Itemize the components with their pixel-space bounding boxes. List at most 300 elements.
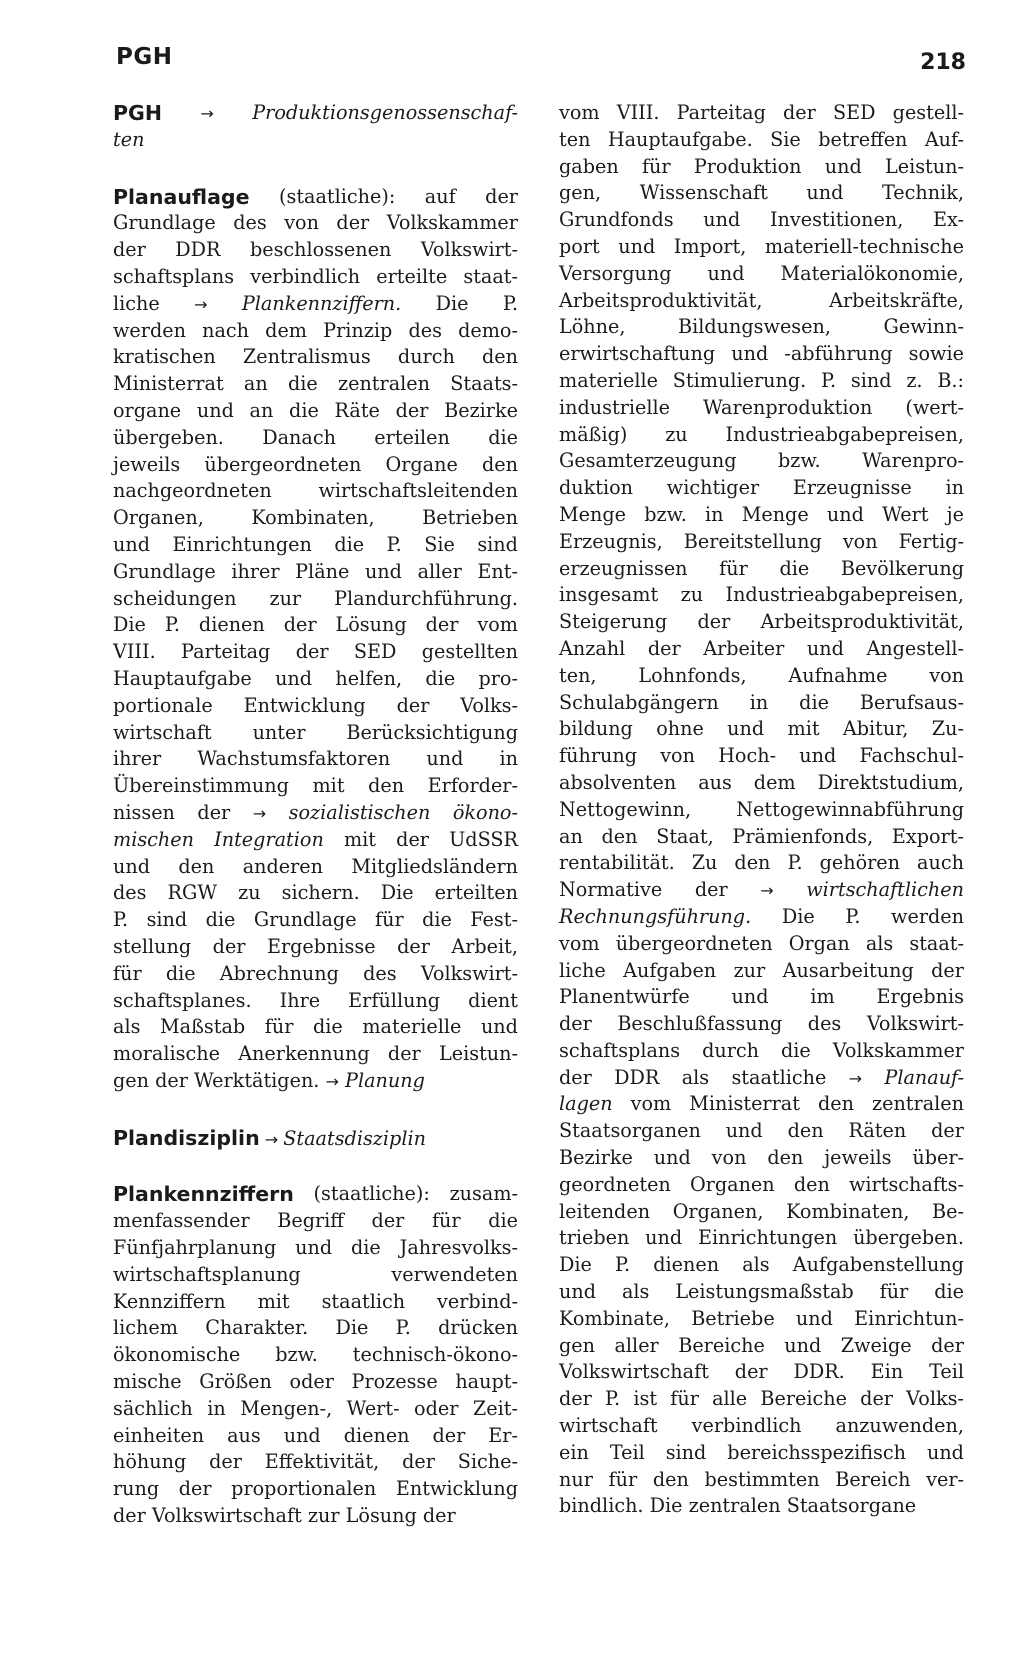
text-run: Die [781, 904, 815, 928]
text-run: Versorgung [559, 261, 672, 285]
text-run: Teil [609, 1440, 645, 1464]
text-run: schaftsplanes. [113, 988, 252, 1012]
text-run: Parteitag [676, 101, 766, 124]
word [113, 344, 216, 371]
word [614, 1333, 658, 1360]
cross-ref-term: Planung [345, 1068, 425, 1092]
word [391, 1262, 518, 1289]
word [402, 1449, 435, 1476]
text-run: die [350, 1236, 381, 1260]
text-run: Auf- [924, 127, 964, 151]
word [444, 398, 518, 425]
word [931, 1118, 964, 1145]
text-run: Materialökonomie, [780, 261, 964, 285]
text-run: für [431, 1209, 461, 1233]
text-run: erteilte [376, 264, 448, 288]
word [932, 1199, 964, 1226]
word [265, 318, 307, 345]
word [113, 532, 150, 559]
word [481, 1014, 518, 1041]
text-run: Erforder- [427, 774, 518, 798]
word [559, 690, 719, 717]
text-run: ist [633, 1387, 658, 1411]
text-run: Bereiche [760, 1387, 847, 1411]
word [197, 746, 390, 773]
text-line [113, 398, 518, 425]
word [425, 666, 455, 693]
word [559, 314, 625, 341]
text-run: Wert- [346, 1396, 400, 1420]
word [559, 877, 662, 904]
text-run: die [488, 1209, 518, 1233]
word [931, 1333, 964, 1360]
word [559, 368, 658, 395]
word [909, 341, 964, 368]
text-run: sind [477, 532, 518, 556]
word [559, 797, 691, 824]
word [113, 746, 161, 773]
text-run: Nettogewinn, [559, 797, 692, 821]
word [458, 1449, 518, 1476]
word [194, 291, 207, 318]
word [113, 264, 234, 291]
word [336, 612, 407, 639]
text-run: Export- [891, 824, 964, 848]
text-run: sichern. [281, 881, 360, 905]
cross-ref-arrow: → [252, 803, 267, 823]
text-run: den [793, 1172, 830, 1196]
word [433, 1423, 466, 1450]
text-run: Warenproduktion [702, 395, 873, 419]
text-run: an [559, 824, 583, 848]
cross-ref-arrow: → [325, 1071, 339, 1091]
text-line [559, 1333, 964, 1360]
text-run: der [694, 878, 728, 902]
word [113, 693, 213, 720]
text-run: helfen, [335, 666, 403, 690]
word [252, 100, 518, 127]
text-run: Bevölkerung [840, 556, 964, 580]
text-run: SED [353, 640, 397, 664]
text-run: aus [698, 770, 732, 794]
text-run: unter [252, 720, 306, 744]
text-run: materielle [362, 1015, 462, 1039]
word [209, 1449, 242, 1476]
text-run: den [601, 824, 638, 848]
text-run: Entwicklung [395, 1477, 518, 1501]
text-run: der [197, 800, 231, 824]
word [642, 154, 671, 181]
word [396, 1476, 518, 1503]
word [202, 318, 249, 345]
word [233, 210, 267, 237]
text-line [559, 1011, 964, 1038]
word [275, 1342, 318, 1369]
word [559, 1467, 593, 1494]
word [346, 720, 518, 747]
word [784, 1333, 821, 1360]
text-run: übergeordneten [615, 931, 773, 955]
text-run: Teil [929, 1360, 964, 1384]
text-run: der [931, 958, 964, 982]
text-run: technisch-ökono- [352, 1343, 518, 1367]
text-run: die [422, 908, 452, 932]
word [313, 1014, 343, 1041]
word [835, 1467, 910, 1494]
text-line [113, 880, 518, 907]
text-run: Räte [334, 398, 380, 422]
text-line [559, 824, 964, 851]
text-run: Maßstab [160, 1015, 246, 1039]
word [220, 961, 339, 988]
word [477, 559, 518, 586]
word [899, 529, 964, 556]
word [113, 1041, 220, 1068]
word [884, 314, 964, 341]
text-run: sind [665, 1440, 707, 1464]
text-run: Arbeiter [703, 636, 785, 660]
word [742, 1252, 769, 1279]
word [880, 1279, 909, 1306]
text-run: der [559, 1012, 592, 1036]
word [238, 1041, 369, 1068]
word [463, 264, 518, 291]
word [810, 984, 834, 1011]
word [113, 559, 216, 586]
text-run: bzw. [778, 449, 821, 473]
text-run: B.: [937, 368, 964, 392]
text-run: Menge [559, 502, 626, 526]
text-run: rung [113, 1477, 160, 1501]
page-number: 218 [920, 50, 966, 75]
word [674, 234, 747, 261]
word [833, 1038, 964, 1065]
word [734, 850, 770, 877]
left-entry [113, 1125, 518, 1152]
word [253, 800, 266, 827]
word [770, 127, 801, 154]
text-run: für [608, 1467, 638, 1491]
text-run: Fachschul- [859, 744, 964, 768]
word [422, 505, 518, 532]
cross-ref-arrow: → [760, 881, 774, 901]
text-run: und [113, 532, 150, 556]
word [761, 609, 964, 636]
word [344, 1423, 410, 1450]
right-entry [559, 100, 964, 1520]
text-run: wirtschaft [559, 1414, 658, 1438]
word [559, 1145, 633, 1172]
text-run: P. [386, 532, 402, 556]
word [265, 1449, 379, 1476]
text-run: des [807, 1012, 842, 1036]
text-line [113, 1208, 518, 1235]
word [559, 716, 633, 743]
text-run: dienen [653, 1253, 720, 1277]
word [335, 398, 380, 425]
text-run: zu [238, 881, 261, 905]
word [691, 1306, 774, 1333]
text-run: Prämienfonds, [732, 824, 874, 848]
text-line [559, 1493, 964, 1520]
word [477, 532, 518, 559]
text-run: lichem [113, 1316, 178, 1340]
text-run: Industrieabgabepreisen, [725, 583, 964, 607]
word [689, 1091, 800, 1118]
word [788, 663, 887, 690]
text-run: Zentralismus [242, 345, 371, 369]
text-run: den [481, 452, 518, 476]
word [254, 907, 357, 934]
word [703, 207, 740, 234]
word [734, 958, 766, 985]
text-run: Mengen-, [240, 1396, 333, 1420]
text-run: Begriff [277, 1209, 344, 1233]
word [937, 368, 964, 395]
word [694, 154, 802, 181]
text-run: den [652, 1467, 689, 1491]
text-run: der [402, 1450, 435, 1474]
word [732, 984, 769, 1011]
word [559, 261, 671, 288]
text-run: Grundfonds [559, 208, 674, 232]
word [253, 720, 306, 747]
word [559, 341, 715, 368]
word [353, 1342, 518, 1369]
text-line [559, 180, 964, 207]
text-run: und [731, 985, 769, 1009]
word [648, 636, 681, 663]
word [833, 100, 876, 127]
word [559, 984, 690, 1011]
word [807, 636, 844, 663]
text-run: der [734, 1360, 768, 1384]
text-run: materielle [559, 368, 658, 392]
text-run: Investitionen, [769, 208, 904, 232]
text-run: Wert [882, 502, 929, 526]
word [449, 827, 518, 854]
word [818, 127, 907, 154]
word [181, 639, 270, 666]
text-run: demo- [458, 318, 518, 342]
text-run: Lohnfonds, [638, 663, 747, 687]
word [213, 934, 246, 961]
text-run: Abrechnung [219, 961, 339, 985]
word [197, 800, 230, 827]
text-run: zu [680, 583, 704, 607]
text-run: die [165, 961, 196, 985]
word [851, 368, 892, 395]
text-line [559, 288, 964, 315]
word [559, 529, 663, 556]
text-run: und [824, 154, 862, 178]
word [418, 559, 462, 586]
word [750, 690, 769, 717]
text-run: und [727, 717, 765, 741]
text-run: als [621, 1280, 650, 1304]
text-line [113, 1014, 518, 1041]
word [113, 1014, 140, 1041]
text-run: der [485, 184, 518, 208]
word [426, 612, 459, 639]
text-run: dienen [198, 613, 265, 637]
word [365, 559, 402, 586]
word [455, 1369, 518, 1396]
word [912, 1145, 964, 1172]
word [280, 988, 320, 1015]
text-run: Volkswirt- [866, 1012, 964, 1036]
text-run: verbindlich [691, 1414, 802, 1438]
word [351, 854, 518, 881]
word [765, 234, 964, 261]
word [559, 636, 625, 663]
text-run: Aufgabenstellung [792, 1253, 964, 1277]
text-run: der [209, 1450, 242, 1474]
word [244, 371, 268, 398]
word [877, 984, 964, 1011]
word [559, 1413, 658, 1440]
text-run: Aufnahme [788, 663, 888, 687]
text-run: schaftsplans [559, 1038, 681, 1062]
word [727, 716, 764, 743]
text-run: Produktion [693, 154, 802, 178]
text-run: gestellten [421, 640, 518, 664]
text-run: Planentwürfe [559, 985, 690, 1009]
word [927, 1440, 964, 1467]
text-run: Kennziffern [113, 1289, 226, 1313]
text-run: Die [435, 291, 469, 315]
word [113, 1315, 178, 1342]
word [633, 1386, 657, 1413]
word [468, 988, 518, 1015]
word [269, 586, 301, 613]
text-line [113, 127, 518, 154]
word [640, 180, 768, 207]
word [179, 1476, 212, 1503]
word [113, 800, 175, 827]
text-line [559, 582, 964, 609]
text-run: Fest- [470, 908, 518, 932]
text-run: den [787, 1119, 824, 1143]
word [267, 934, 376, 961]
word [885, 154, 964, 181]
text-run: beschlossenen [249, 238, 392, 262]
word [931, 958, 964, 985]
word [623, 958, 716, 985]
word [318, 478, 518, 505]
text-line [113, 961, 518, 988]
cross-ref-term: Integration [214, 827, 324, 851]
text-run: leitenden [559, 1199, 651, 1223]
word [314, 1181, 430, 1208]
text-line [113, 100, 518, 127]
text-line [559, 958, 964, 985]
text-line [559, 1145, 964, 1172]
text-line [113, 344, 518, 371]
word [352, 1369, 438, 1396]
word [243, 344, 371, 371]
text-line [559, 422, 964, 449]
text-run: Staats- [450, 372, 518, 396]
text-run: von [929, 663, 964, 687]
word [205, 1315, 308, 1342]
text-line [559, 1413, 964, 1440]
text-run: die [425, 666, 456, 690]
word [760, 1386, 847, 1413]
word [703, 395, 872, 422]
text-run: Ent- [477, 559, 518, 583]
word [113, 1342, 240, 1369]
text-run: Beschlußfassung [617, 1012, 783, 1036]
text-run: alle [712, 1387, 748, 1411]
word [609, 1467, 638, 1494]
text-line [113, 1262, 518, 1289]
text-run: den [767, 1146, 804, 1170]
word [113, 1262, 301, 1289]
text-line [559, 904, 964, 931]
text-run: Parteitag [181, 640, 271, 664]
text-line [559, 448, 964, 475]
text-run: Charakter. [205, 1316, 309, 1340]
text-run: Einrichtun- [854, 1306, 964, 1330]
text-run: Ministerrat [689, 1092, 800, 1116]
word [113, 639, 156, 666]
word [113, 1235, 276, 1262]
text-run: der [432, 1423, 466, 1447]
text-run: ten, [559, 663, 597, 687]
text-run: Stimulierung. [672, 368, 807, 392]
word [439, 1041, 518, 1068]
word [829, 288, 964, 315]
word [458, 318, 518, 345]
word [732, 824, 873, 851]
text-run: erteilten [434, 881, 518, 905]
word [660, 743, 695, 770]
word [933, 207, 964, 234]
text-run: Bereiche [678, 1333, 765, 1357]
word [436, 291, 469, 318]
text-run: der [371, 1209, 405, 1233]
word [849, 1065, 862, 1092]
word [559, 1359, 709, 1386]
word [113, 291, 160, 318]
word [425, 184, 456, 211]
text-line [559, 1065, 964, 1092]
word [275, 666, 312, 693]
word [818, 770, 964, 797]
text-run: DDR [614, 1065, 660, 1089]
word [351, 1235, 381, 1262]
text-line [113, 1181, 518, 1208]
word [783, 958, 914, 985]
text-run: haupt- [455, 1370, 518, 1394]
text-run: die [205, 908, 236, 932]
text-run: und [703, 208, 741, 232]
word [825, 154, 862, 181]
text-run: Ein [870, 1360, 904, 1384]
text-line [559, 207, 964, 234]
word [559, 1091, 613, 1118]
word [482, 452, 518, 479]
text-run: Erfüllung [348, 988, 441, 1012]
text-run: Hauptaufgabe [113, 666, 252, 690]
text-run: bestimmten [704, 1467, 820, 1491]
text-line [559, 609, 964, 636]
entry-headword: PGH [113, 101, 163, 125]
text-run: Ministerrat [113, 372, 224, 396]
text-line [559, 1118, 964, 1145]
word [725, 422, 964, 449]
